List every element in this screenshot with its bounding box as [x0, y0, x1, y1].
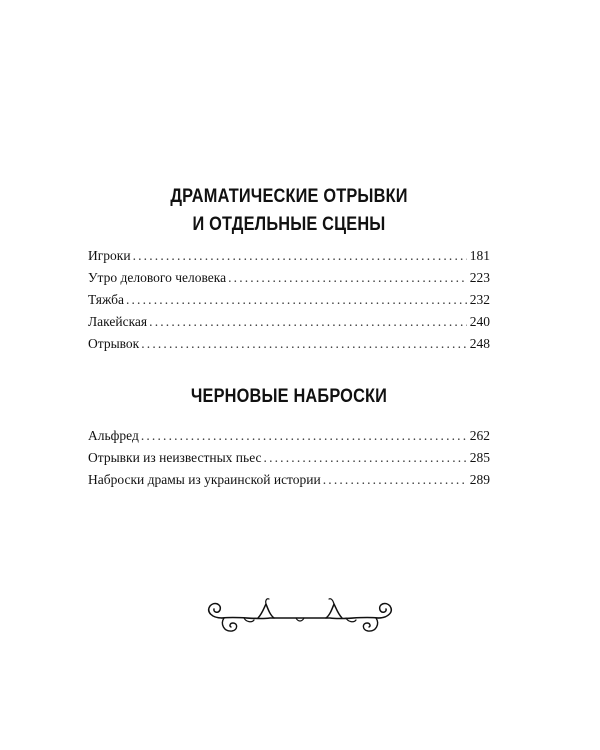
toc-entry[interactable]: [88, 245, 490, 267]
toc-entry-page: 232: [469, 292, 490, 307]
toc-entry-title: Наброски драмы из украинской истории: [88, 472, 321, 487]
dot-leader: [228, 267, 467, 289]
dot-leader: [133, 245, 467, 267]
toc-entry-title: Тяжба: [88, 292, 124, 307]
toc-entry-page: 285: [469, 450, 490, 465]
dot-leader: [141, 425, 467, 447]
toc-entry-page: 248: [469, 336, 490, 351]
dot-leader: [149, 311, 467, 333]
toc-entry-title: Отрывки из неизвестных пьес: [88, 450, 262, 465]
section-heading-line: И ОТДЕЛЬНЫЕ СЦЕНЫ: [192, 214, 386, 235]
section-heading: [116, 183, 462, 239]
toc-list: [88, 425, 490, 491]
toc-section-dramatic-fragments: [88, 183, 490, 355]
dot-leader: [141, 333, 467, 355]
toc-entry-title: Отрывок: [88, 336, 140, 351]
toc-entry-title: Утро делового человека: [88, 270, 227, 285]
toc-list: [88, 245, 490, 355]
toc-entry-title: Альфред: [88, 428, 139, 443]
dot-leader: [264, 447, 467, 469]
toc-entry-page: 240: [469, 314, 490, 329]
section-heading-line: ЧЕРНОВЫЕ НАБРОСКИ: [190, 386, 388, 407]
toc-entry-page: 289: [469, 472, 490, 487]
toc-entry[interactable]: [88, 333, 490, 355]
toc-entry[interactable]: [88, 311, 490, 333]
section-heading-line: ДРАМАТИЧЕСКИЕ ОТРЫВКИ: [170, 186, 408, 207]
toc-entry[interactable]: [88, 447, 490, 469]
toc-entry-title: Лакейская: [88, 314, 148, 329]
section-heading: [116, 383, 462, 411]
toc-entry[interactable]: [88, 289, 490, 311]
toc-entry[interactable]: [88, 425, 490, 447]
toc-entry-page: 181: [469, 248, 490, 263]
toc-entry-page: 262: [469, 428, 490, 443]
toc-entry-page: 223: [469, 270, 490, 285]
toc-entry-title: Игроки: [88, 248, 131, 263]
toc-entry[interactable]: [88, 267, 490, 289]
toc-section-draft-sketches: [88, 383, 490, 491]
toc-entry[interactable]: [88, 469, 490, 491]
dot-leader: [323, 469, 467, 491]
flourish-divider-icon: [200, 596, 400, 642]
dot-leader: [126, 289, 467, 311]
